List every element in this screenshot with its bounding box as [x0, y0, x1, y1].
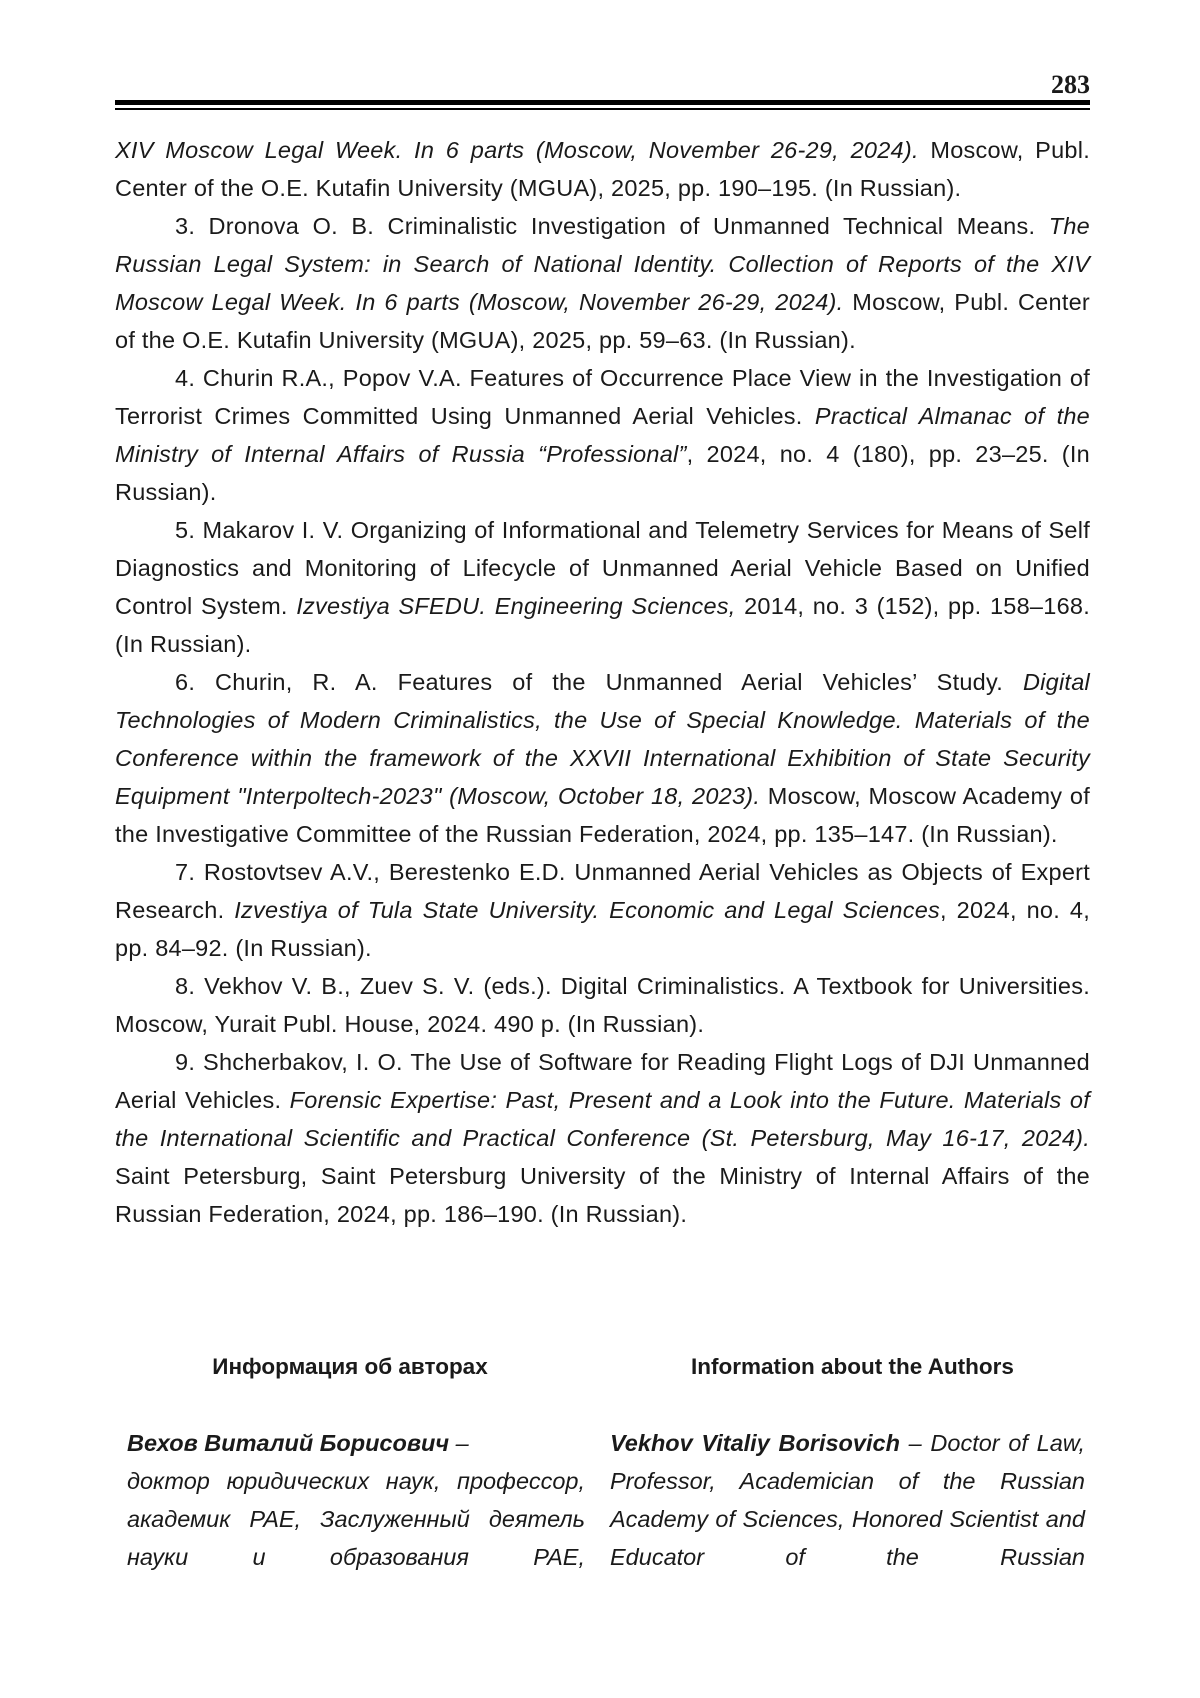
reference-item-6 [115, 663, 1090, 853]
author-info-heading-ru: Информация об авторах [212, 1354, 488, 1379]
reference-item-5 [115, 511, 1090, 663]
reference-details: , 2024, no. 4 (180), pp. 23–25. (In Russian). [115, 441, 1090, 505]
reference-item-4 [115, 359, 1090, 511]
reference-lead: 6. Churin, R. A. Features of the Unmanned Aerial Vehicles’ Study. [175, 669, 1023, 695]
reference-details: 2014, no. 3 (152), pp. 158–168. (In Russian). [115, 593, 1090, 657]
author-bio-ru [127, 1424, 585, 1576]
reference-item-3 [115, 207, 1090, 359]
reference-details: Saint Petersburg, Saint Petersburg University of the Ministry of Internal Affairs of the Russian Federation, 2024, pp. 186–190. (In Russian). [115, 1163, 1090, 1227]
author-info-heading-en: Information about the Authors [691, 1354, 1014, 1379]
reference-details: Moscow, Publ. Center of the O.E. Kutafin University (MGUA), 2025, pp. 59–63. (In Russian). [115, 289, 1090, 353]
author-bio-en [610, 1424, 1085, 1576]
reference-details: Moscow, Moscow Academy of the Investigative Committee of the Russian Federation, 2024, pp. 135–147. (In Russian). [115, 783, 1090, 847]
reference-lead: 3. Dronova O. B. Criminalistic Investigation of Unmanned Technical Means. [175, 213, 1049, 239]
reference-lead: 9. Shcherbakov, I. O. The Use of Software for Reading Flight Logs of DJI Unmanned Aerial Vehicles. [115, 1049, 1090, 1113]
reference-lead: 7. Rostovtsev A.V., Berestenko E.D. Unmanned Aerial Vehicles as Objects of Expert Research. [115, 859, 1090, 923]
author-name-line-ru [127, 1424, 585, 1462]
reference-source: Izvestiya SFEDU. Engineering Sciences, [296, 593, 736, 619]
reference-lead: 5. Makarov I. V. Organizing of Informational and Telemetry Services for Means of Self Diagnostics and Monitoring of Lifecycle of Unmanned Aerial Vehicle Based on Unified Control System. [115, 517, 1090, 619]
author-name-dash-ru: – [449, 1430, 469, 1456]
author-name-en: Vekhov Vitaliy Borisovich [610, 1430, 900, 1456]
header-rule-thick [115, 100, 1090, 105]
page-number: 283 [1051, 70, 1090, 99]
reference-item-9 [115, 1043, 1090, 1233]
reference-continuation-rest: Moscow, Publ. Center of the O.E. Kutafin University (MGUA), 2025, pp. 190–195. (In Russian). [115, 137, 1090, 201]
reference-continuation-italic: XIV Moscow Legal Week. In 6 parts (Moscow, November 26-29, 2024). [115, 137, 919, 163]
reference-continuation [115, 131, 1090, 207]
reference-list [115, 131, 1090, 1233]
author-bio-text-ru: доктор юридических наук, профессор, академик РАЕ, Заслуженный деятель науки и образования РАЕ, [127, 1468, 585, 1570]
header-rule-thin [115, 108, 1090, 110]
reference-source: Forensic Expertise: Past, Present and a Look into the Future. Materials of the International Scientific and Practical Conference (St. Petersburg, May 16-17, 2024). [115, 1087, 1090, 1151]
reference-source: The Russian Legal System: in Search of National Identity. Collection of Reports of the XIV Moscow Legal Week. In 6 parts (Moscow, November 26-29, 2024). [115, 213, 1090, 315]
reference-lead: 4. Churin R.A., Popov V.A. Features of Occurrence Place View in the Investigation of Terrorist Crimes Committed Using Unmanned Aerial Vehicles. [115, 365, 1090, 429]
reference-details: , 2024, no. 4, pp. 84–92. (In Russian). [115, 897, 1090, 961]
reference-source: Practical Almanac of the Ministry of Internal Affairs of Russia “Professional” [115, 403, 1090, 467]
reference-source: Digital Technologies of Modern Criminalistics, the Use of Special Knowledge. Materials of the Conference within the framework of the XXVII International Exhibition of State Security Equipment "Interpoltech-2023" (Moscow, October 18, 2023). [115, 669, 1090, 809]
author-name-ru: Вехов Виталий Борисович [127, 1430, 450, 1456]
reference-item-7 [115, 853, 1090, 967]
author-bio-text-en: – Doctor of Law, Professor, Academician of the Russian Academy of Sciences, Honored Scientist and Educator of the Russian [610, 1430, 1085, 1570]
reference-source: Izvestiya of Tula State University. Economic and Legal Sciences [234, 897, 941, 923]
reference-item-8 [115, 967, 1090, 1043]
reference-lead: 8. Vekhov V. B., Zuev S. V. (eds.). Digital Criminalistics. A Textbook for Universities. Moscow, Yurait Publ. House, 2024. 490 p. (In Russian). [115, 973, 1090, 1037]
